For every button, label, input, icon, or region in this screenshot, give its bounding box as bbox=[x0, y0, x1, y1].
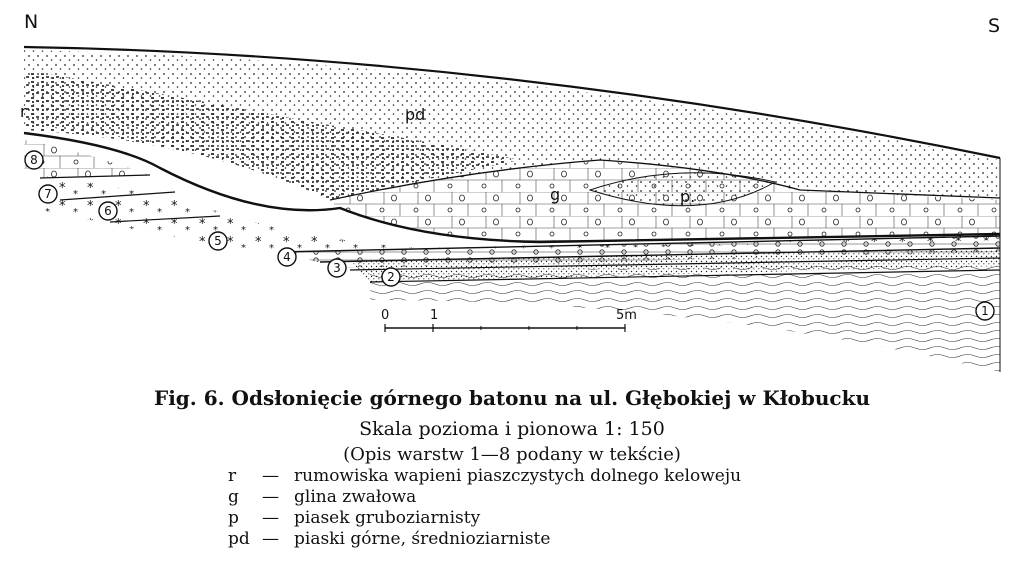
legend-dash: — bbox=[262, 529, 279, 549]
layer-marker-2 bbox=[382, 268, 400, 286]
layer-number-1: 1 bbox=[981, 304, 989, 318]
legend-item-pd bbox=[228, 529, 741, 550]
south-label: S bbox=[988, 15, 1001, 37]
scale-bar-five: 5m bbox=[616, 308, 637, 323]
legend-key: p bbox=[228, 508, 239, 528]
layer-number-5: 5 bbox=[214, 234, 222, 248]
legend-dash: — bbox=[262, 466, 279, 486]
legend-text: piaski górne, średnioziarniste bbox=[294, 529, 551, 549]
layer-number-4: 4 bbox=[283, 250, 291, 264]
legend-text: glina zwałowa bbox=[294, 487, 417, 507]
north-label: N bbox=[24, 11, 39, 33]
layer-number-8: 8 bbox=[30, 153, 38, 167]
legend-key: pd bbox=[228, 529, 250, 549]
legend-key: r bbox=[228, 466, 237, 486]
legend-item-p bbox=[228, 508, 741, 529]
legend-item-r bbox=[228, 466, 741, 487]
layer-marker-4 bbox=[278, 248, 296, 266]
scale-bar-zero: 0 bbox=[381, 308, 390, 323]
layer-number-7: 7 bbox=[44, 187, 52, 201]
legend-item-g bbox=[228, 487, 741, 508]
figure-title: Fig. 6. Odsłonięcie górnego batonu na ul. Głębokiej w Kłobucku bbox=[154, 386, 870, 410]
legend-dash: — bbox=[262, 487, 279, 507]
layer-marker-3 bbox=[328, 259, 346, 277]
scale-bar-one: 1 bbox=[430, 308, 439, 323]
layer-marker-7 bbox=[39, 185, 57, 203]
layer-number-3: 3 bbox=[333, 261, 341, 275]
figure-note: (Opis warstw 1—8 podany w tekście) bbox=[343, 444, 681, 465]
label-p: p. bbox=[680, 187, 696, 206]
layer-marker-6 bbox=[99, 202, 117, 220]
legend-dash: — bbox=[262, 508, 279, 528]
layer-number-2: 2 bbox=[387, 270, 395, 284]
layer-marker-1 bbox=[976, 302, 994, 320]
label-g: g bbox=[550, 185, 561, 204]
label-pd: pd bbox=[405, 105, 426, 124]
legend bbox=[228, 466, 741, 550]
label-r: r bbox=[20, 102, 27, 121]
legend-text: rumowiska wapieni piaszczystych dolnego keloweju bbox=[294, 466, 742, 486]
layer-number-6: 6 bbox=[104, 204, 112, 218]
layer-marker-5 bbox=[209, 232, 227, 250]
figure-scale: Skala pozioma i pionowa 1: 150 bbox=[359, 418, 665, 440]
scale-bar bbox=[381, 308, 637, 332]
layer-marker-8 bbox=[25, 151, 43, 169]
legend-key: g bbox=[228, 487, 239, 507]
legend-text: piasek gruboziarnisty bbox=[294, 508, 481, 528]
